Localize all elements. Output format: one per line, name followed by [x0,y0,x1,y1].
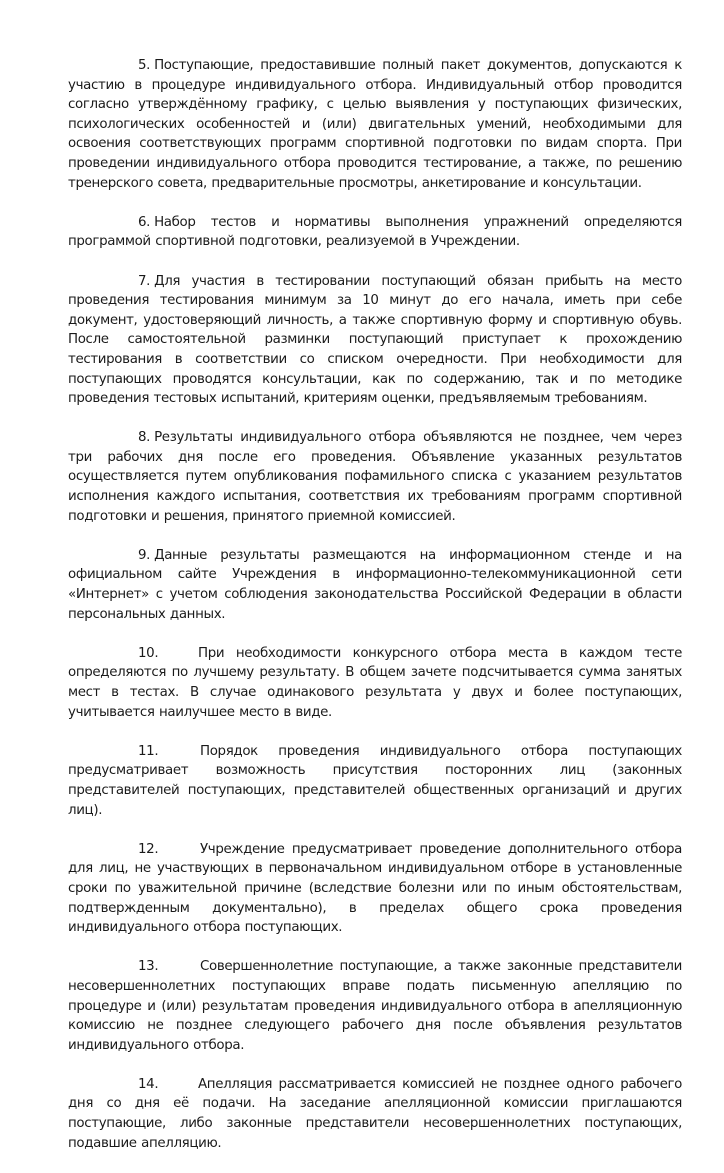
paragraph-text: Апелляция рассматривается комиссией не позднее одного рабочего дня со дня её подачи. На заседание апелляционной комиссии приглашаются поступающие, либо законные представители несовершеннолетних поступающих, подавшие апелляцию. [68,1076,682,1151]
paragraph-text: Учреждение предусматривает проведение дополнительного отбора для лиц, не участвующих в первоначальном индивидуальном отборе в установленные сроки по уважительной причине (вследствие болезни или по иным обстоятельствам, подтвержденным документально), в пределах общего срока проведения индивидуального отбора поступающих. [68,841,682,936]
paragraph-8 [68,428,682,526]
paragraph-12 [68,840,682,938]
paragraph-10 [68,644,682,722]
paragraph-11 [68,742,682,820]
paragraph-number: 14. [138,1076,159,1092]
paragraph-text: При необходимости конкурсного отбора места в каждом тесте определяются по лучшему результату. В общем зачете подсчитывается сумма занятых мест в тестах. В случае одинакового результата у двух и более поступающих, учитывается наилучшее место в виде. [68,645,682,720]
paragraph-text: Порядок проведения индивидуального отбора поступающих предусматривает возможность присутствия посторонних лиц (законных представителей поступающих, представителей общественных организаций и других лиц). [68,743,682,818]
paragraph-13 [68,957,682,1055]
paragraph-14 [68,1075,682,1153]
paragraph-text: Совершеннолетние поступающие, а также законные представители несовершеннолетних поступающих вправе подать письменную апелляцию по процедуре и (или) результатам проведения индивидуального отбора в апелляционную комиссию не позднее следующего рабочего дня после объявления результатов индивидуального отбора. [68,959,682,1053]
paragraph-9 [68,546,682,624]
paragraph-number: 7. [138,273,151,289]
paragraph-text: Поступающие, предоставившие полный пакет документов, допускаются к участию в процедуре индивидуального отбора. Индивидуальный отбор проводится согласно утверждённому графику, с целью выявления у поступающих физических, психологических особенностей и (или) двигательных умений, необходимыми для освоения соответствующих программ спортивной подготовки по видам спорта. При проведении индивидуального отбора проводится тестирование, а также, по решению тренерского совета, предварительные просмотры, анкетирование и консультации. [68,58,682,191]
paragraph-6 [68,213,682,252]
paragraph-5 [68,56,682,193]
paragraph-number: 5. [138,58,151,73]
paragraph-number: 11. [138,743,159,759]
paragraph-number: 10. [138,645,159,661]
document-page [68,56,682,1173]
paragraph-number: 13. [138,959,159,975]
paragraph-7 [68,272,682,409]
paragraph-number: 6. [138,214,151,230]
paragraph-number: 8. [138,430,151,446]
paragraph-text: Набор тестов и нормативы выполнения упражнений определяются программой спортивной подготовки, реализуемой в Учреждении. [68,214,682,250]
paragraph-number: 12. [138,841,159,857]
paragraph-number: 9. [138,547,151,563]
paragraph-text: Для участия в тестировании поступающий обязан прибыть на место проведения тестирования минимум за 10 минут до его начала, иметь при себе документ, удостоверяющий личность, а также спортивную форму и спортивную обувь. После самостоятельной разминки поступающий приступает к прохождению тестирования в соответствии со списком очередности. При необходимости для поступающих проводятся консультации, как по содержанию, так и по методике проведения тестовых испытаний, критериям оценки, предъявляемым требованиям. [68,273,682,407]
paragraph-text: Результаты индивидуального отбора объявляются не позднее, чем через три рабочих дня после его проведения. Объявление указанных результатов осуществляется путем опубликования пофамильного списка с указанием результатов исполнения каждого испытания, соответствия их требованиям программ спортивной подготовки и решения, принятого приемной комиссией. [68,430,682,524]
paragraph-text: Данные результаты размещаются на информационном стенде и на официальном сайте Учреждения в информационно-телекоммуникационной сети «Интернет» с учетом соблюдения законодательства Российской Федерации в области персональных данных. [68,547,682,622]
